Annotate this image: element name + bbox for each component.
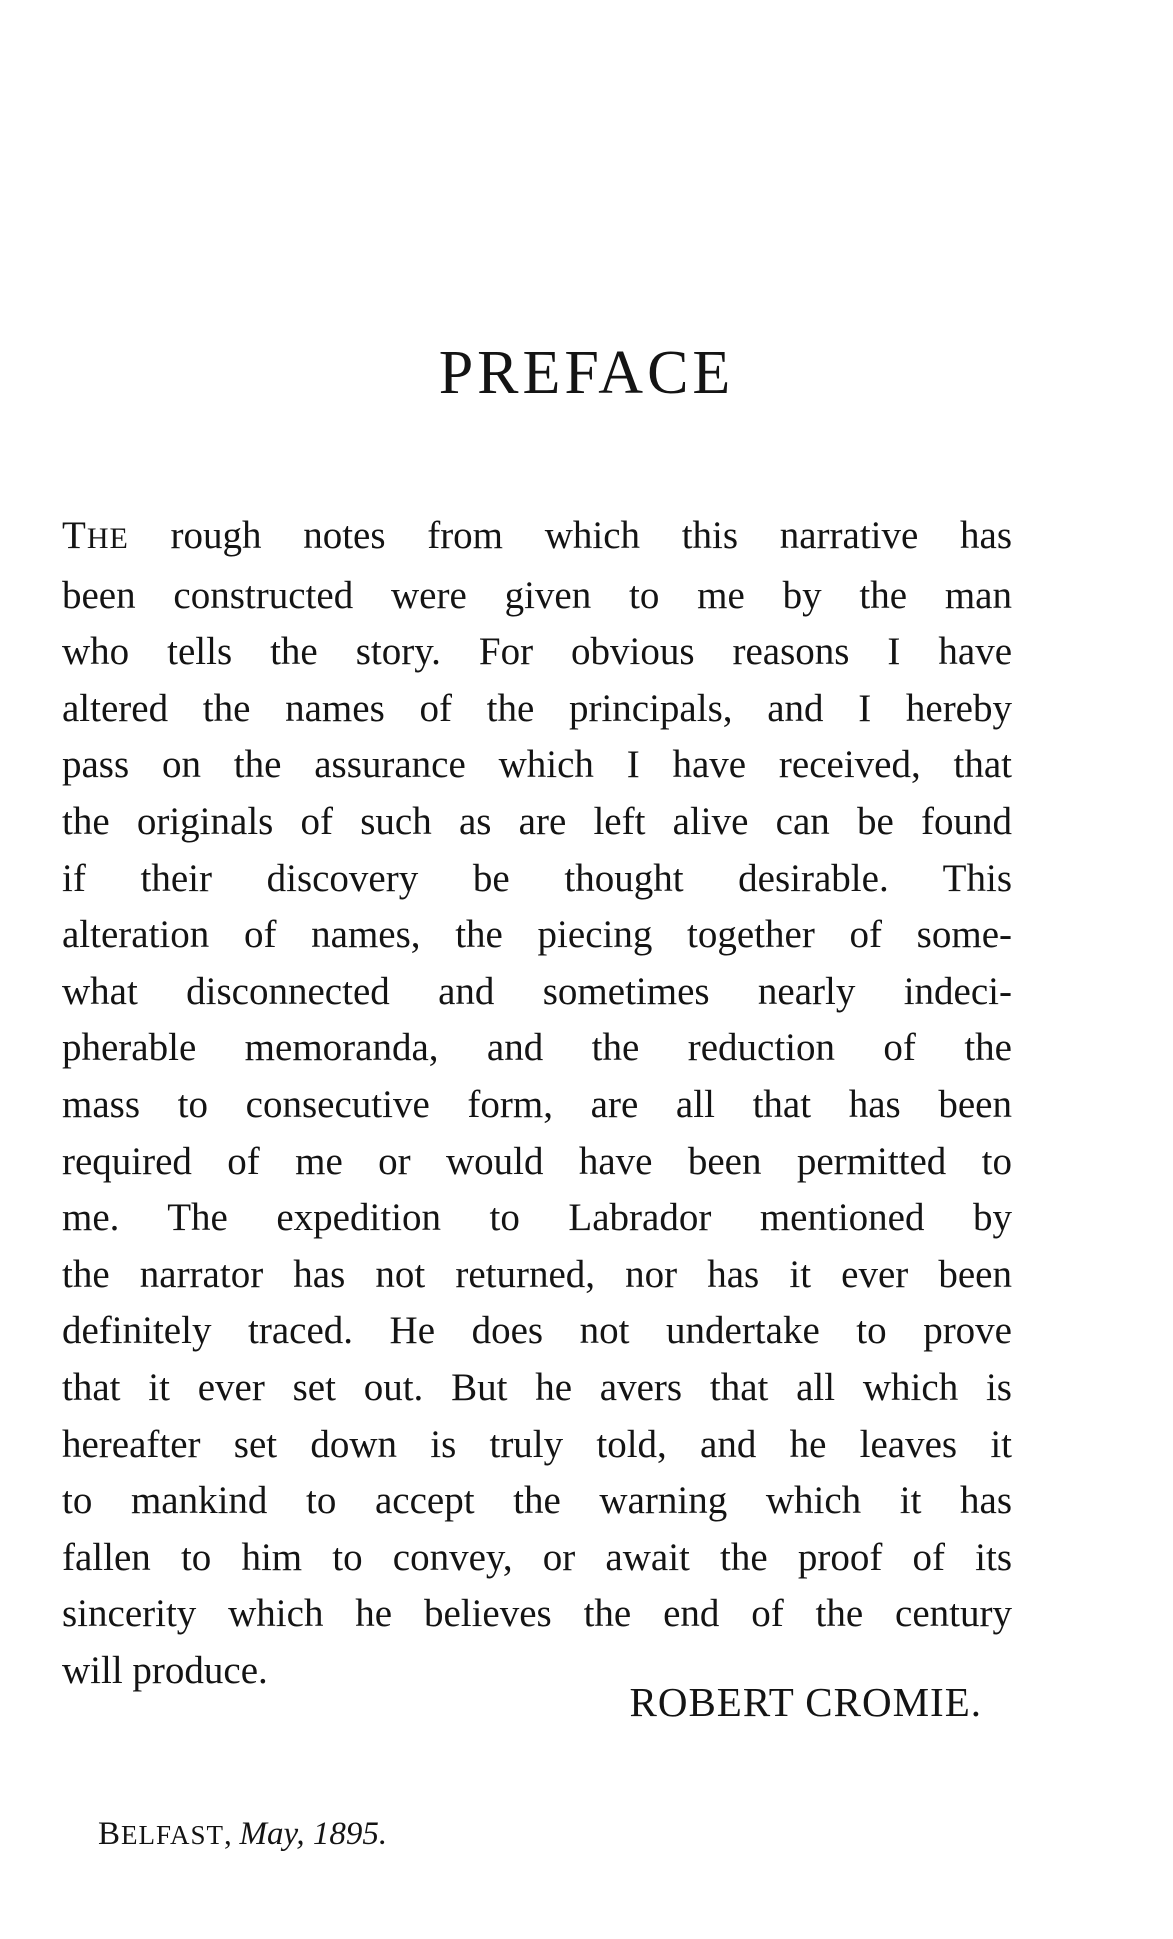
paragraph-line: me. The expedition to Labrador mentioned by	[62, 1196, 1012, 1240]
dateline-place	[98, 1816, 224, 1851]
paragraph-line: if their discovery be thought desirable. This	[62, 856, 1012, 900]
paragraph-line-last: will produce.	[62, 1648, 268, 1692]
paragraph-line-1	[62, 508, 1012, 568]
paragraph-line: pass on the assurance which I have received, that	[62, 743, 1012, 787]
paragraph-line: the narrator has not returned, nor has it ever been	[62, 1252, 1012, 1296]
paragraph-line: that it ever set out. But he avers that all which is	[62, 1365, 1012, 1409]
lead-word-capital: T	[62, 514, 87, 557]
paragraph-line: mass to consecutive form, are all that has been	[62, 1082, 1012, 1126]
dateline-place-capital: B	[98, 1816, 122, 1852]
dateline-date: May, 1895.	[239, 1816, 388, 1852]
dateline	[98, 1818, 387, 1851]
paragraph-line: altered the names of the principals, and I hereby	[62, 686, 1012, 730]
paragraph-line: definitely traced. He does not undertake to prove	[62, 1309, 1012, 1353]
paragraph-line: hereafter set down is truly told, and he leaves it	[62, 1422, 1012, 1466]
dateline-place-small-caps: ELFAST	[121, 1820, 225, 1850]
paragraph-line: who tells the story. For obvious reasons I have	[62, 630, 1012, 674]
first-line-text: rough notes from which this narrative has	[128, 514, 1012, 557]
dateline-separator: ,	[224, 1816, 240, 1851]
paragraph-line: been constructed were given to me by the man	[62, 573, 1012, 617]
author-signature: ROBERT CROMIE.	[629, 1679, 982, 1725]
paragraph-line: pherable memoranda, and the reduction of the	[62, 1026, 1012, 1070]
page-title: PREFACE	[438, 339, 735, 407]
lead-word	[62, 514, 129, 557]
paragraph-line: alteration of names, the piecing together of some-	[62, 913, 1012, 957]
lead-word-small-caps: HE	[86, 522, 129, 555]
paragraph-line: sincerity which he believes the end of the century	[62, 1592, 1012, 1636]
paragraph-line: fallen to him to convey, or await the proof of its	[62, 1535, 1012, 1579]
preface-paragraph	[62, 508, 1012, 1699]
paragraph-line: the originals of such as are left alive can be found	[62, 799, 1012, 843]
paragraph-line: to mankind to accept the warning which it has	[62, 1479, 1012, 1523]
paragraph-line: what disconnected and sometimes nearly indeci-	[62, 969, 1012, 1013]
paragraph-line: required of me or would have been permitted to	[62, 1139, 1012, 1183]
